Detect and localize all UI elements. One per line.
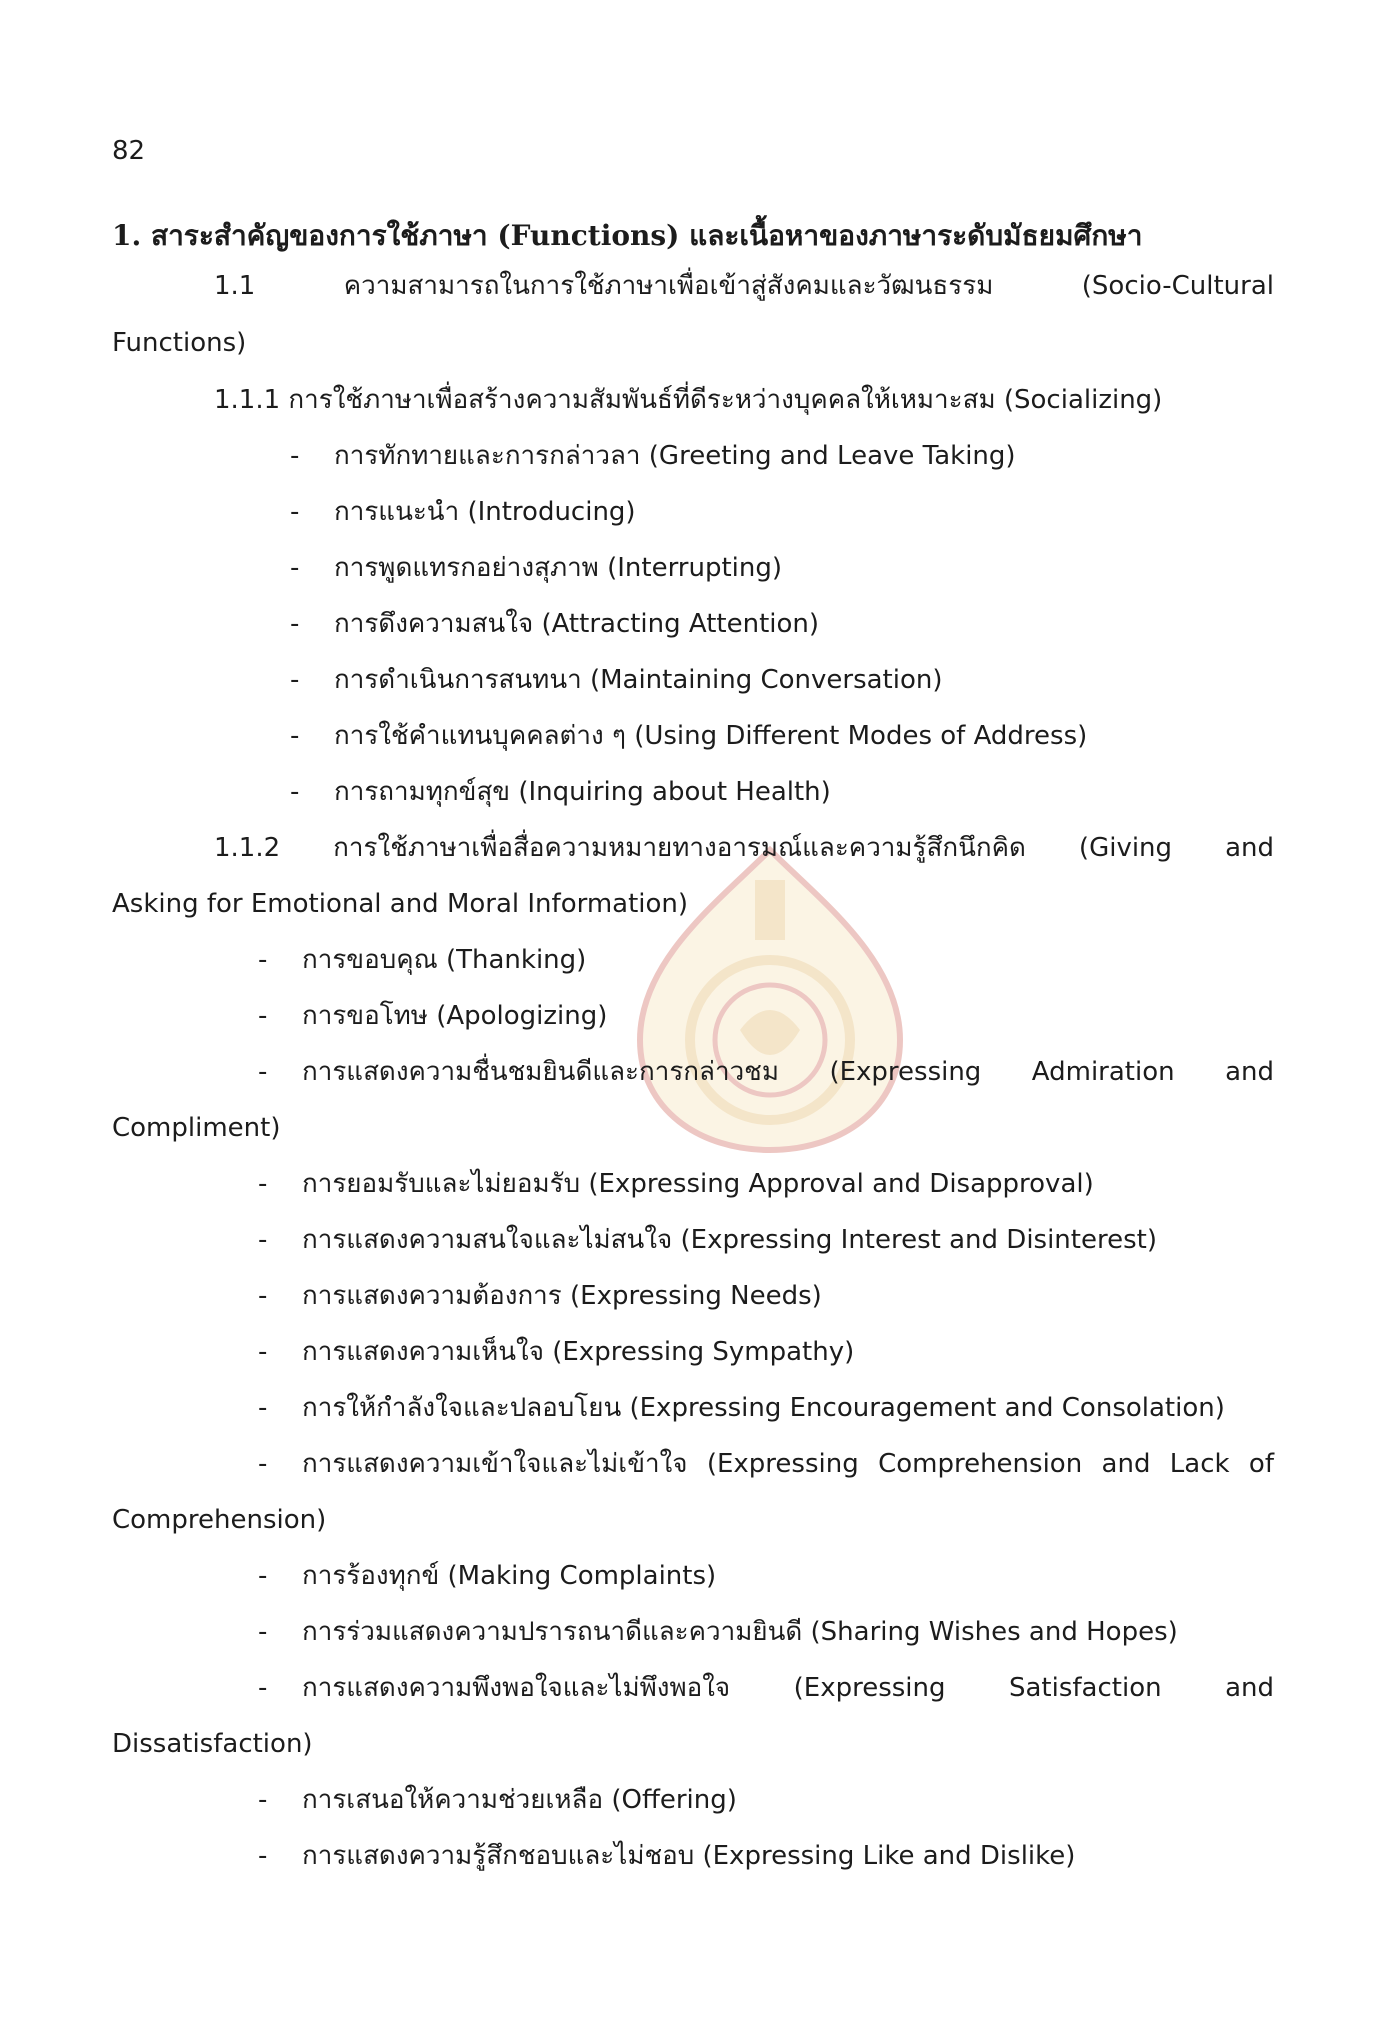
list-item: - การแสดงความต้องการ (Expressing Needs) [258, 1281, 822, 1311]
subsection-1-1-line2: Functions) [112, 328, 247, 358]
list-item: - การแนะนำ (Introducing) [290, 497, 636, 527]
list-item: - การดำเนินการสนทนา (Maintaining Conversation) [290, 665, 943, 695]
list-item: - การร่วมแสดงความปรารถนาดีและความยินดี (Sharing Wishes and Hopes) [258, 1617, 1178, 1647]
section-title: 1. สาระสำคัญของการใช้ภาษา (Functions) และเนื้อหาของภาษาระดับมัธยมศึกษา [112, 219, 1143, 252]
list-item-continuation: Compliment) [112, 1113, 281, 1143]
list-item: - การร้องทุกข์ (Making Complaints) [258, 1561, 717, 1591]
list-item-continuation: Comprehension) [112, 1505, 327, 1535]
list-item: - การขอโทษ (Apologizing) [258, 1001, 608, 1031]
list-item: - การแสดงความชื่นชมยินดีและการกล่าวชม (Expressing Admiration and [258, 1057, 1274, 1087]
list-item-continuation: Dissatisfaction) [112, 1729, 313, 1759]
list-item: - การแสดงความเห็นใจ (Expressing Sympathy) [258, 1337, 855, 1367]
list-item: - การใช้คำแทนบุคคลต่าง ๆ (Using Different Modes of Address) [290, 721, 1088, 751]
list-item: - การแสดงความรู้สึกชอบและไม่ชอบ (Expressing Like and Dislike) [258, 1841, 1076, 1871]
subsection-1-1-2-heading-line1: 1.1.2 การใช้ภาษาเพื่อสื่อความหมายทางอารมณ์และความรู้สึกนึกคิด (Giving and [214, 833, 1274, 863]
list-item: - การดึงความสนใจ (Attracting Attention) [290, 609, 820, 639]
subsection-1-1-2-heading-line2: Asking for Emotional and Moral Information) [112, 889, 689, 919]
list-item: - การแสดงความพึงพอใจและไม่พึงพอใจ (Expressing Satisfaction and [258, 1673, 1274, 1703]
list-item: - การทักทายและการกล่าวลา (Greeting and Leave Taking) [290, 441, 1016, 471]
list-item: - การแสดงความสนใจและไม่สนใจ (Expressing Interest and Disinterest) [258, 1225, 1157, 1255]
subsection-1-1-line1: 1.1 ความสามารถในการใช้ภาษาเพื่อเข้าสู่สังคมและวัฒนธรรม (Socio-Cultural [214, 271, 1274, 301]
subsection-1-1-1-heading: 1.1.1 การใช้ภาษาเพื่อสร้างความสัมพันธ์ที่ดีระหว่างบุคคลให้เหมาะสม (Socializing) [214, 385, 1163, 415]
page-number: 82 [112, 136, 146, 166]
list-item: - การพูดแทรกอย่างสุภาพ (Interrupting) [290, 553, 783, 583]
list-item: - การถามทุกข์สุข (Inquiring about Health) [290, 777, 831, 807]
list-item: - การเสนอให้ความช่วยเหลือ (Offering) [258, 1785, 737, 1815]
list-item: - การยอมรับและไม่ยอมรับ (Expressing Approval and Disapproval) [258, 1169, 1094, 1199]
list-item: - การขอบคุณ (Thanking) [258, 945, 587, 975]
list-item: - การให้กำลังใจและปลอบโยน (Expressing Encouragement and Consolation) [258, 1393, 1225, 1423]
list-item: - การแสดงความเข้าใจและไม่เข้าใจ (Expressing Comprehension and Lack of [258, 1449, 1274, 1479]
